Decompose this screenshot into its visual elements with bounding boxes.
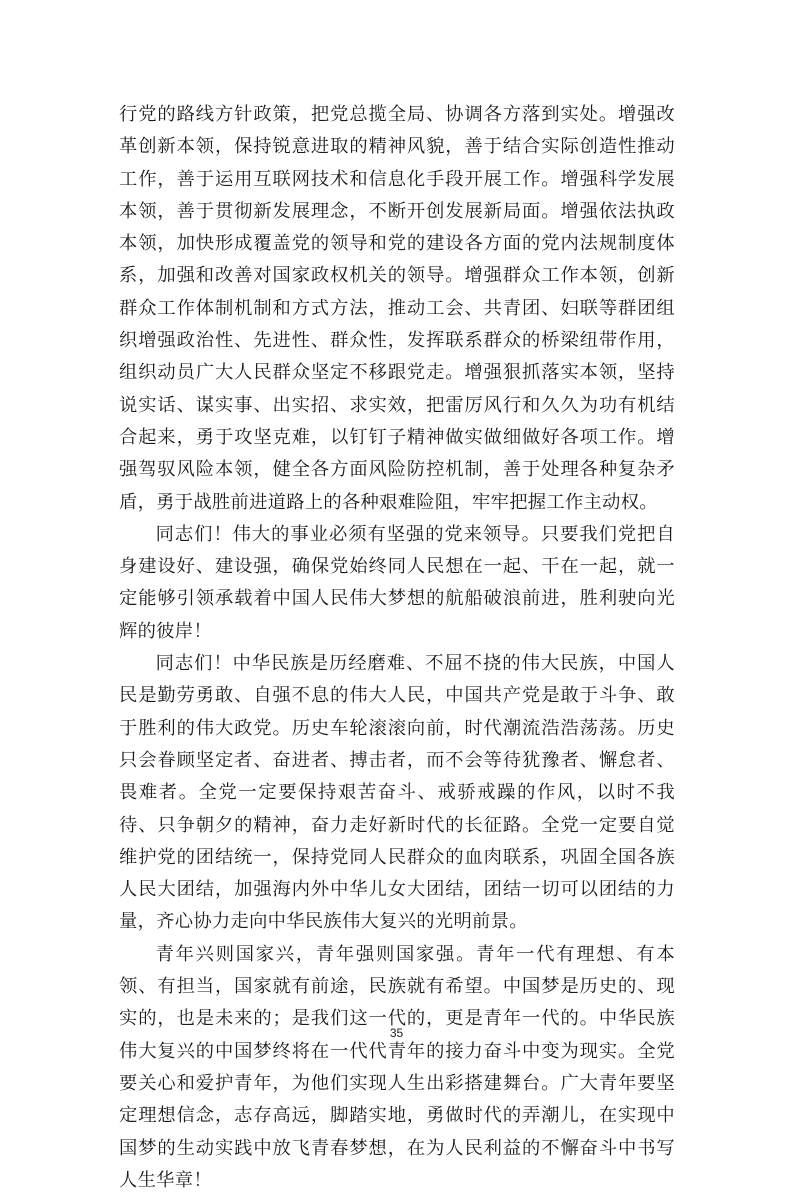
page-number: 35 [389,1026,404,1040]
paragraph-youth: 青年兴则国家兴，青年强则国家强。青年一代有理想、有本领、有担当，国家就有前途，民族就有希望。中国梦是历史的、现实的，也是未来的；是我们这一代的，更是青年一代的。中华民族伟大复兴的中国梦终将在一代代青年的接力奋斗中变为现实。全党要关心和爱护青年，为他们实现人生出彩搭建舞台。广大青年要坚定理想信念，志存高远，脚踏实地，勇做时代的弄潮儿，在实现中国梦的生动实践中放飞青春梦想，在为人民利益的不懈奋斗中书写人生华章！ [119,943,675,1191]
paragraph-party-leadership: 同志们！伟大的事业必须有坚强的党来领导。只要我们党把自身建设好、建设强，确保党始终同人民想在一起、干在一起，就一定能够引领承载着中国人民伟大梦想的航船破浪前进，胜利驶向光辉的彼岸！ [119,523,675,642]
paragraph-chinese-nation: 同志们！中华民族是历经磨难、不屈不挠的伟大民族，中国人民是勤劳勇敢、自强不息的伟大人民，中国共产党是敢于斗争、敢于胜利的伟大政党。历史车轮滚滚向前，时代潮流浩浩荡荡。历史只会眷顾坚定者、奋进者、搏击者，而不会等待犹豫者、懈怠者、畏难者。全党一定要保持艰苦奋斗、戒骄戒躁的作风，以时不我待、只争朝夕的精神，奋力走好新时代的长征路。全党一定要自觉维护党的团结统一，保持党同人民群众的血肉联系，巩固全国各族人民大团结，加强海内外中华儿女大团结，团结一切可以团结的力量，齐心协力走向中华民族伟大复兴的光明前景。 [119,653,675,933]
paragraph-continued: 行党的路线方针政策，把党总揽全局、协调各方落到实处。增强改革创新本领，保持锐意进取的精神风貌，善于结合实际创造性推动工作，善于运用互联网技术和信息化手段开展工作。增强科学发展本领，善于贯彻新发展理念，不断开创发展新局面。增强依法执政本领，加快形成覆盖党的领导和党的建设各方面的党内法规制度体系，加强和改善对国家政权机关的领导。增强群众工作本领，创新群众工作体制机制和方式方法，推动工会、共青团、妇联等群团组织增强政治性、先进性、群众性，发挥联系群众的桥梁纽带作用，组织动员广大人民群众坚定不移跟党走。增强狠抓落实本领，坚持说实话、谋实事、出实招、求实效，把雷厉风行和久久为功有机结合起来，勇于攻坚克难，以钉钉子精神做实做细做好各项工作。增强驾驭风险本领，健全各方面风险防控机制，善于处理各种复杂矛盾，勇于战胜前进道路上的各种艰难险阻，牢牢把握工作主动权。 [119,104,675,513]
